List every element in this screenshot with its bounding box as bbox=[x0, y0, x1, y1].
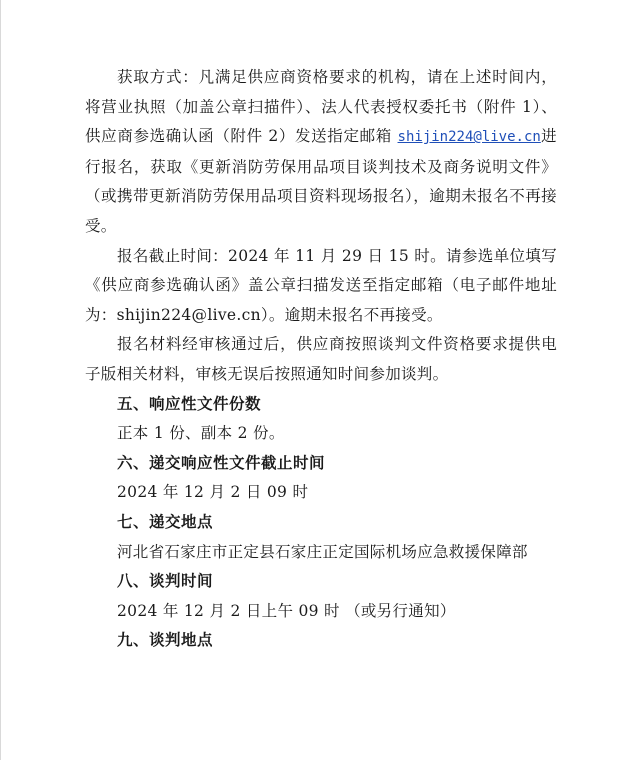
document-body bbox=[85, 63, 557, 656]
deadline-paragraph: 报名截止时间：2024 年 11 月 29 日 15 时。请参选单位填写《供应商参选确认函》盖公章扫描发送至指定邮箱（电子邮件地址为：shijin224@live.cn）。逾期未报名不再接受。 bbox=[85, 246, 557, 324]
acquisition-paragraph bbox=[85, 63, 557, 242]
acquisition-text-part1: 获取方式：凡满足供应商资格要求的机构，请在上述时间内，将营业执照（加盖公章扫描件）、法人代表授权委托书（附件 1）、供应商参选确认函（附件 2）发送指定邮箱 bbox=[85, 68, 557, 146]
section-5-heading: 五、响应性文件份数 bbox=[117, 394, 262, 413]
section-9-heading: 九、谈判地点 bbox=[117, 631, 214, 650]
section-6-body: 2024 年 12 月 2 日 09 时 bbox=[117, 483, 309, 502]
section-8-body: 2024 年 12 月 2 日上午 09 时 （或另行通知） bbox=[117, 601, 456, 620]
review-paragraph: 报名材料经审核通过后，供应商按照谈判文件资格要求提供电子版相关材料，审核无误后按照通知时间参加谈判。 bbox=[85, 335, 557, 383]
section-7-heading: 七、递交地点 bbox=[117, 512, 214, 531]
section-6-heading: 六、递交响应性文件截止时间 bbox=[117, 453, 326, 472]
page-left-edge bbox=[0, 0, 1, 760]
section-7-body: 河北省石家庄市正定县石家庄正定国际机场应急救援保障部 bbox=[117, 542, 528, 561]
section-5-body: 正本 1 份、副本 2 份。 bbox=[117, 424, 285, 443]
email-link[interactable]: shijin224@live.cn bbox=[397, 129, 541, 146]
section-8-heading: 八、谈判时间 bbox=[117, 572, 214, 591]
acquisition-text-part2: 进行报名，获取《更新消防劳保用品项目谈判技术及商务说明文件》（或携带更新消防劳保用品项目资料现场报名），逾期未报名不再接受。 bbox=[85, 127, 557, 235]
